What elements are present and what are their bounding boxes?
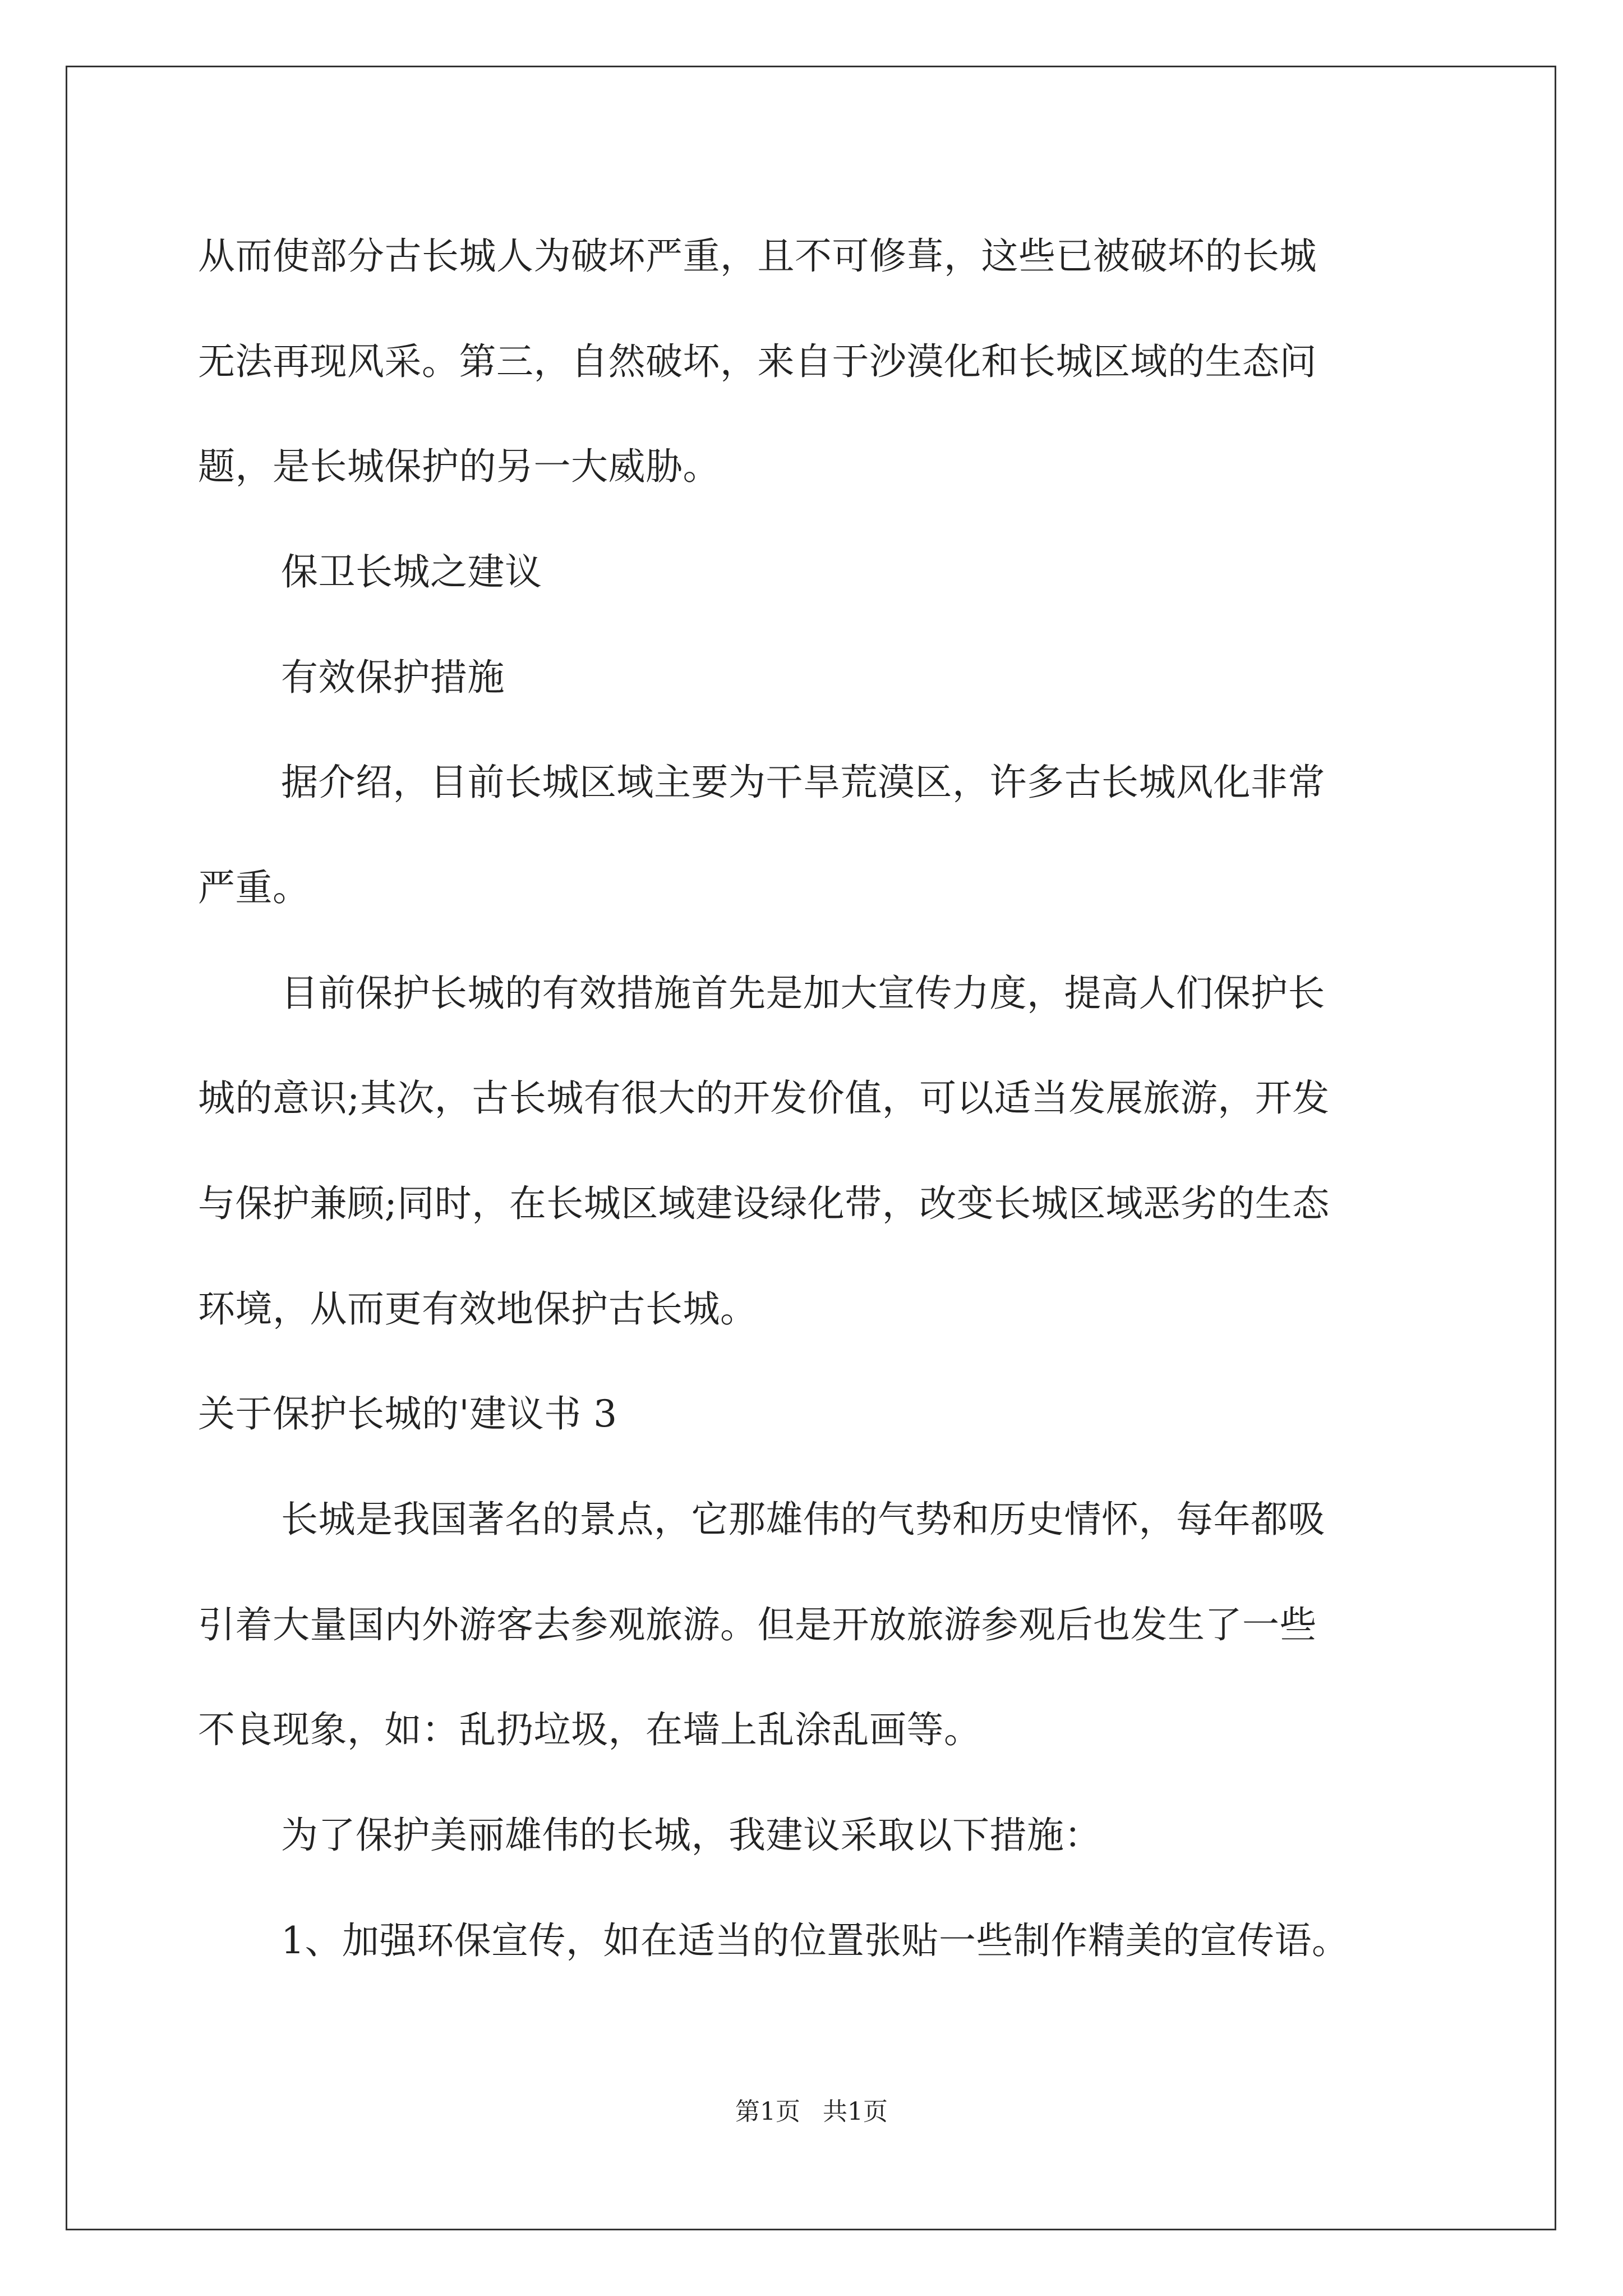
paragraph-line: 无法再现风采。第三，自然破坏，来自于沙漠化和长城区域的生态问 bbox=[198, 340, 1317, 383]
document-title: 关于保护长城的'建议书 3 bbox=[198, 1392, 617, 1435]
paragraph-line: 与保护兼顾;同时，在长城区域建设绿化带，改变长城区域恶劣的生态 bbox=[198, 1182, 1330, 1225]
page-number: 第1页 bbox=[735, 2097, 800, 2126]
paragraph-line: 城的意识;其次，古长城有很大的开发价值，可以适当发展旅游，开发 bbox=[198, 1076, 1330, 1120]
section-heading: 有效保护措施 bbox=[281, 656, 505, 699]
paragraph-line: 题，是长城保护的另一大威胁。 bbox=[198, 445, 720, 488]
section-heading: 保卫长城之建议 bbox=[281, 550, 542, 593]
page-footer bbox=[0, 2095, 1623, 2129]
paragraph-line: 环境，从而更有效地保护古长城。 bbox=[198, 1287, 758, 1331]
page-border bbox=[66, 66, 1556, 2230]
paragraph-line: 目前保护长城的有效措施首先是加大宣传力度，提高人们保护长 bbox=[281, 972, 1325, 1015]
paragraph-line: 严重。 bbox=[198, 866, 310, 909]
paragraph-line: 不良现象，如：乱扔垃圾，在墙上乱涂乱画等。 bbox=[198, 1708, 981, 1751]
paragraph-line: 为了保护美丽雄伟的长城，我建议采取以下措施： bbox=[281, 1814, 1101, 1857]
page-total: 共1页 bbox=[823, 2097, 888, 2126]
paragraph-line: 从而使部分古长城人为破坏严重，且不可修葺，这些已被破坏的长城 bbox=[198, 234, 1317, 278]
paragraph-line: 引着大量国内外游客去参观旅游。但是开放旅游参观后也发生了一些 bbox=[198, 1603, 1317, 1646]
paragraph-line: 长城是我国著名的景点，它那雄伟的气势和历史情怀，每年都吸 bbox=[281, 1498, 1325, 1541]
paragraph-line: 据介绍，目前长城区域主要为干旱荒漠区，许多古长城风化非常 bbox=[281, 761, 1325, 804]
list-item: 1、加强环保宣传，如在适当的位置张贴一些制作精美的宣传语。 bbox=[281, 1919, 1349, 1962]
